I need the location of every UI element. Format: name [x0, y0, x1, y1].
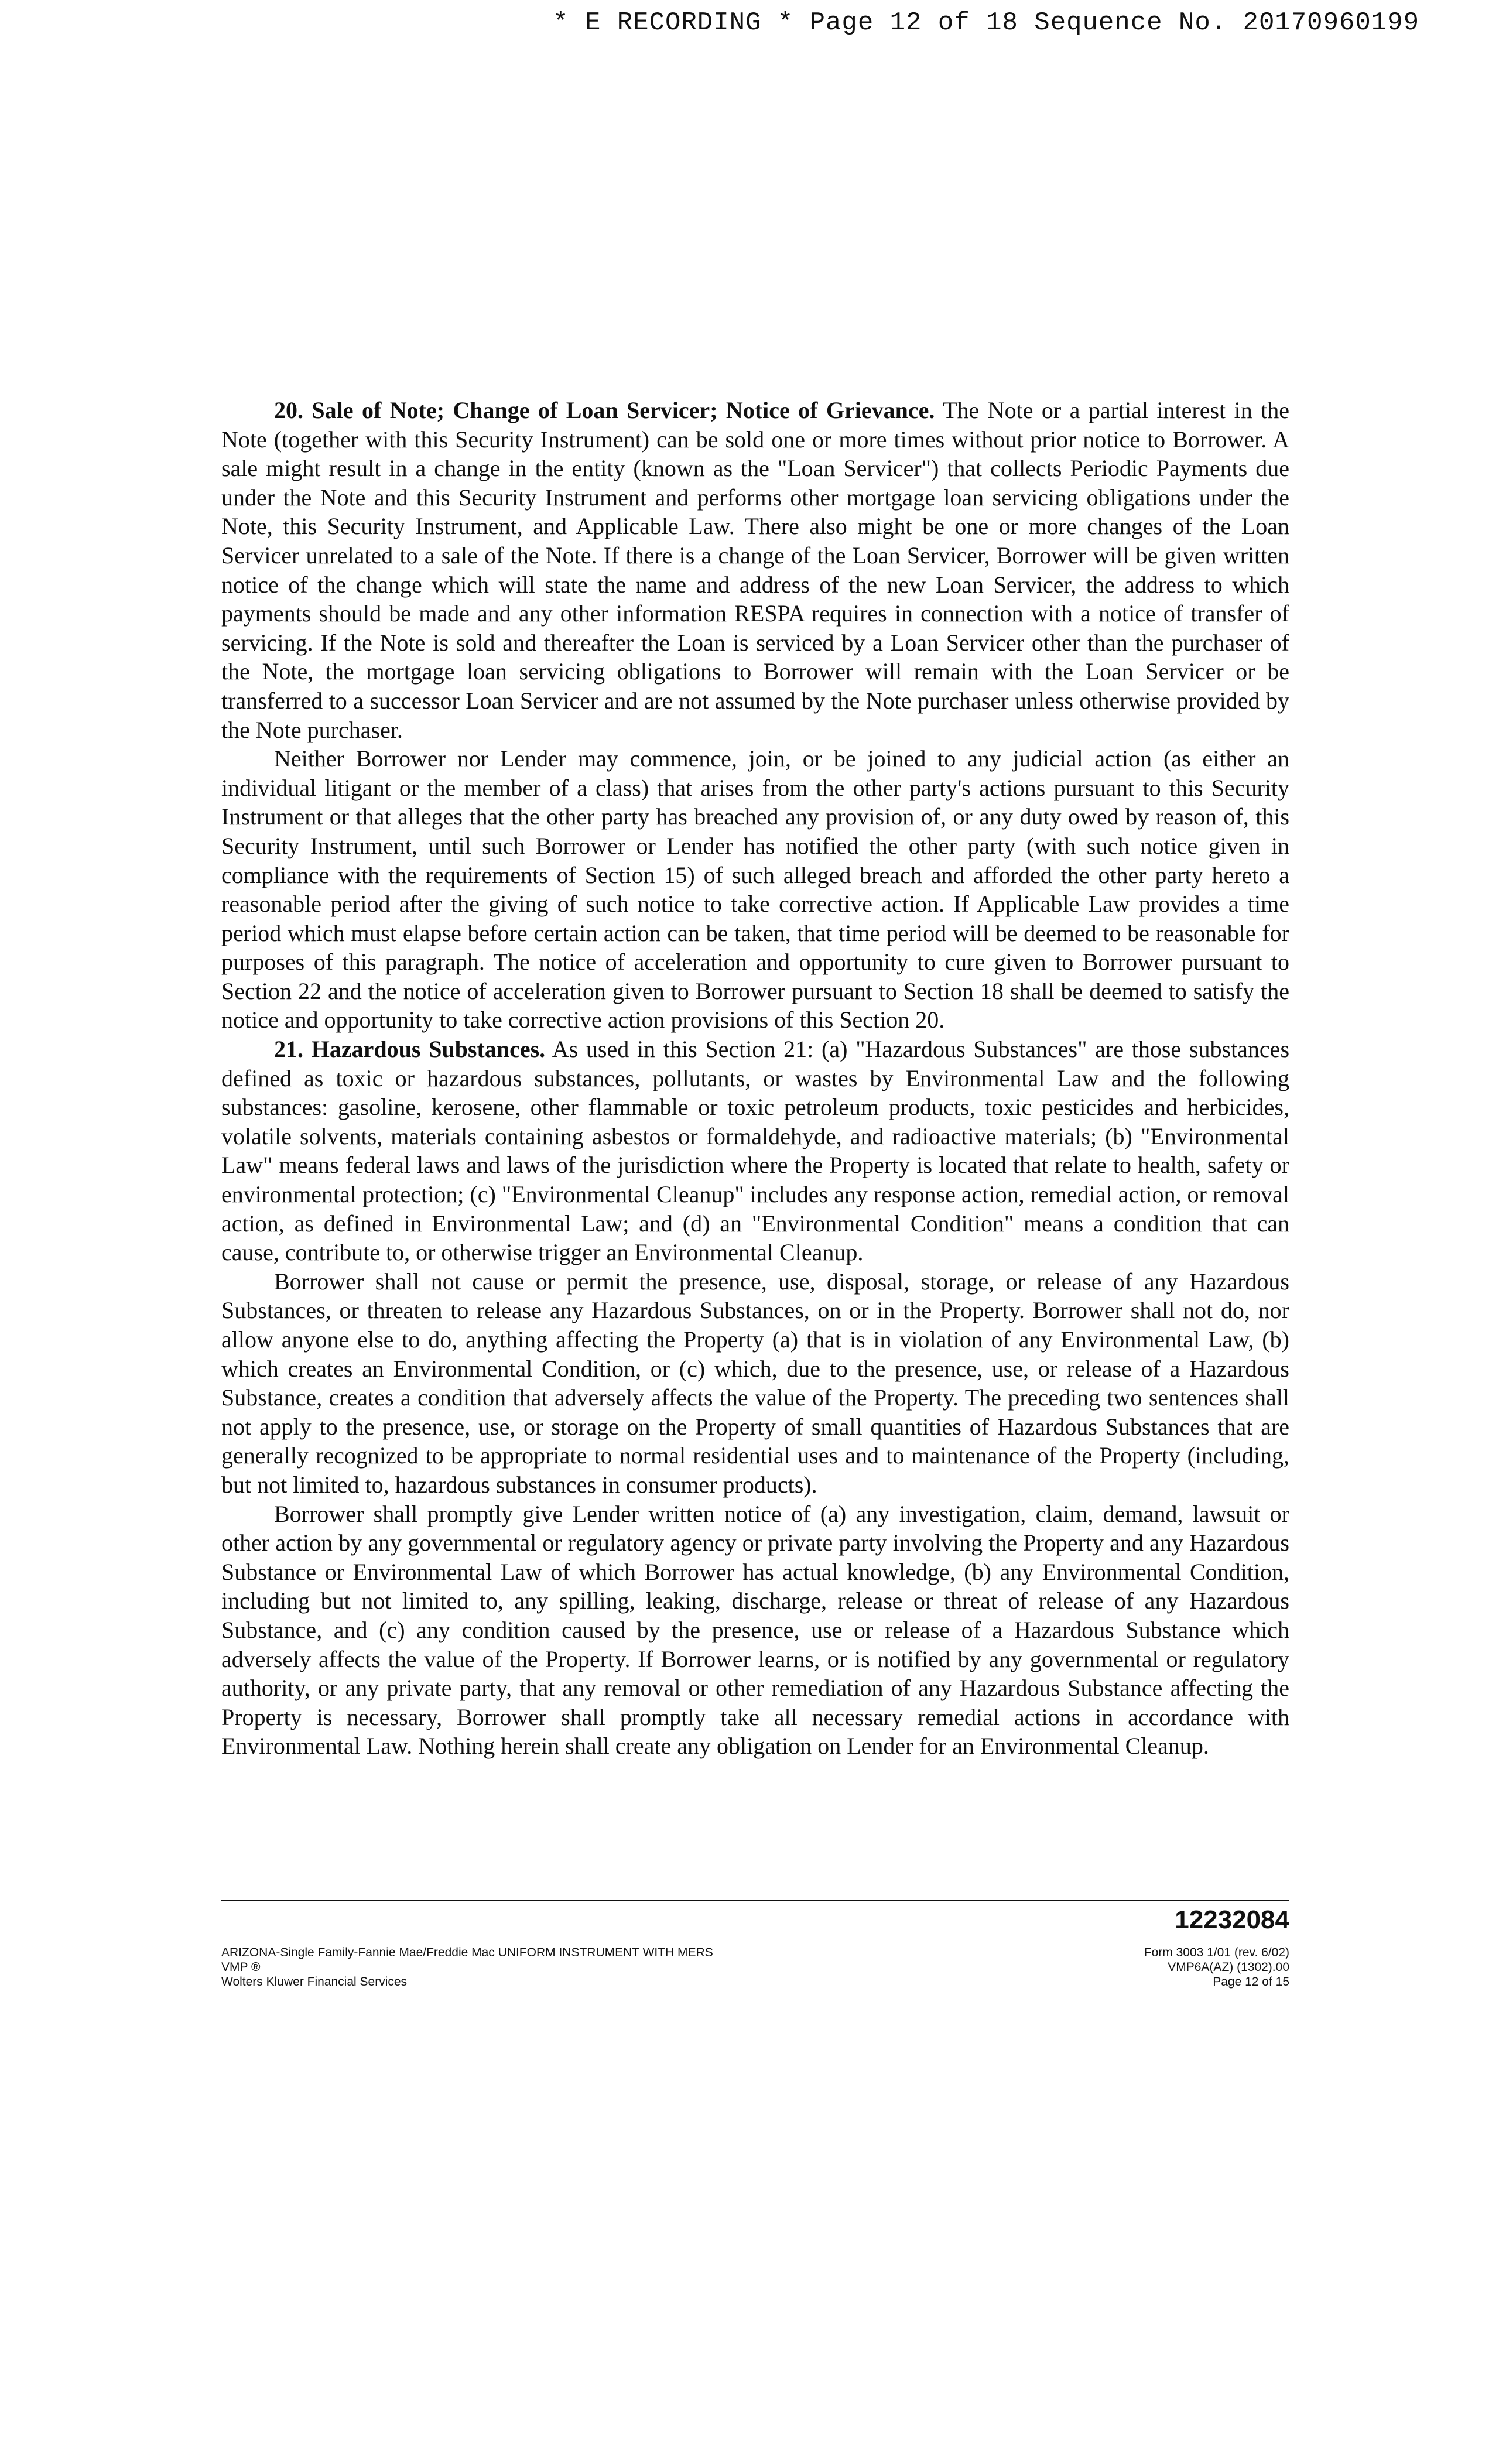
section-21-paragraph-1 — [221, 1035, 1289, 1267]
section-20-title: 20. Sale of Note; Change of Loan Servicer; Notice of Grievance. — [274, 397, 935, 423]
footer-form-title: ARIZONA-Single Family-Fannie Mae/Freddie Mac UNIFORM INSTRUMENT WITH MERS — [221, 1946, 713, 1959]
section-21-text-1: As used in this Section 21: (a) "Hazardous Substances" are those substances defined as toxic or hazardous substances, pollutants, or wastes by Environmental Law and the following substances: gasoline, kerosene, other flammable or toxic petroleum products, toxic pesticides and herbicides, volatile solvents, materials containing asbestos or formaldehyde, and radioactive materials; (b) "Environmental Law" means federal laws and laws of the jurisdiction where the Property is located that relate to health, safety or environmental protection; (c) "Environmental Cleanup" includes any response action, remedial action, or removal action, as defined in Environmental Law; and (d) an "Environmental Condition" means a condition that can cause, contribute to, or otherwise trigger an Environmental Cleanup. — [221, 1036, 1290, 1266]
footer-vmp-code: VMP6A(AZ) (1302).00 — [1168, 1960, 1289, 1974]
recording-stamp: * E RECORDING * Page 12 of 18 Sequence No. 20170960199 — [553, 8, 1419, 37]
section-20-paragraph-1 — [221, 396, 1289, 744]
footer-divider — [221, 1900, 1289, 1901]
loan-number: 12232084 — [1175, 1905, 1289, 1934]
document-body — [221, 396, 1289, 1761]
section-20-text-1: The Note or a partial interest in the Note (together with this Security Instrument) can be sold one or more times without prior notice to Borrower. A sale might result in a change in the entity (known as the "Loan Servicer") that collects Periodic Payments due under the Note and this Security Instrument and performs other mortgage loan servicing obligations under the Note, this Security Instrument, and Applicable Law. There also might be one or more changes of the Loan Servicer unrelated to a sale of the Note. If there is a change of the Loan Servicer, Borrower will be given written notice of the change which will state the name and address of the new Loan Servicer, the address to which payments should be made and any other information RESPA requires in connection with a notice of transfer of servicing. If the Note is sold and thereafter the Loan is serviced by a Loan Servicer other than the purchaser of the Note, the mortgage loan servicing obligations to Borrower will remain with the Loan Servicer or be transferred to a successor Loan Servicer and are not assumed by the Note purchaser unless otherwise provided by the Note purchaser. — [221, 397, 1289, 743]
footer-form-code: Form 3003 1/01 (rev. 6/02) — [1144, 1946, 1289, 1959]
section-21-paragraph-3: Borrower shall promptly give Lender written notice of (a) any investigation, claim, demand, lawsuit or other action by any governmental or regulatory agency or private party involving the Property and any Hazardous Substance or Environmental Law of which Borrower has actual knowledge, (b) any Environmental Condition, including but not limited to, any spilling, leaking, discharge, release or threat of release of any Hazardous Substance, and (c) any condition caused by the presence, use or release of a Hazardous Substance which adversely affects the value of the Property. If Borrower learns, or is notified by any governmental or regulatory authority, or any private party, that any removal or other remediation of any Hazardous Substance affecting the Property is necessary, Borrower shall promptly take all necessary remedial actions in accordance with Environmental Law. Nothing herein shall create any obligation on Lender for an Environmental Cleanup. — [221, 1500, 1289, 1760]
section-21-title: 21. Hazardous Substances. — [274, 1036, 546, 1063]
section-20-paragraph-2: Neither Borrower nor Lender may commence, join, or be joined to any judicial action (as either an individual litigant or the member of a class) that arises from the other party's actions pursuant to this Security Instrument or that alleges that the other party has breached any provision of, or any duty owed by reason of, this Security Instrument, until such Borrower or Lender has notified the other party (with such notice given in compliance with the requirements of Section 15) of such alleged breach and afforded the other party hereto a reasonable period after the giving of such notice to take corrective action. If Applicable Law provides a time period which must elapse before certain action can be taken, that time period will be deemed to be reasonable for purposes of this paragraph. The notice of acceleration and opportunity to cure given to Borrower pursuant to Section 22 and the notice of acceleration given to Borrower pursuant to Section 18 shall be deemed to satisfy the notice and opportunity to take corrective action provisions of this Section 20. — [221, 745, 1289, 1033]
footer-vmp-mark: VMP ® — [221, 1960, 261, 1974]
section-21-paragraph-2: Borrower shall not cause or permit the presence, use, disposal, storage, or release of any Hazardous Substances, or threaten to release any Hazardous Substances, on or in the Property. Borrower shall not do, nor allow anyone else to do, anything affecting the Property (a) that is in violation of any Environmental Law, (b) which creates an Environmental Condition, or (c) which, due to the presence, use, or release of a Hazardous Substance, creates a condition that adversely affects the value of the Property. The preceding two sentences shall not apply to the presence, use, or storage on the Property of small quantities of Hazardous Substances that are generally recognized to be appropriate to normal residential uses and to maintenance of the Property (including, but not limited to, hazardous substances in consumer products). — [221, 1268, 1289, 1498]
footer-publisher: Wolters Kluwer Financial Services — [221, 1975, 408, 1989]
footer-form-info — [221, 1945, 713, 1989]
footer-form-number — [1144, 1945, 1289, 1989]
footer-page-number: Page 12 of 15 — [1213, 1975, 1289, 1989]
